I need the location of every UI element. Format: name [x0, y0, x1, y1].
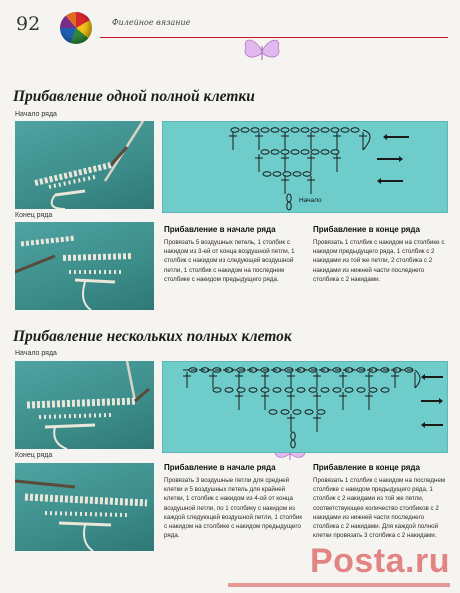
page-number: 92: [16, 13, 41, 35]
section-2-title: Прибавление нескольких полных клеток: [13, 328, 292, 345]
section-1-col1-heading: Прибавление в начале ряда: [164, 225, 276, 234]
section-2-photo-start: [15, 361, 154, 449]
section-2-crochet-diagram: [162, 361, 448, 453]
site-watermark: Posta.ru: [309, 542, 450, 580]
watermark-underline: [228, 583, 450, 587]
section-1-col1-body: Провязать 5 воздушных петель, 1 столбик с накидом из 3-ей от конца воздушной петли, 1 столбик с накидом из следующей воздушной петли, 1 столбик с накидом на последнем столбике с накидом предыдущего ряда.: [164, 239, 295, 283]
butterfly-top-icon: [240, 34, 284, 68]
section-1-col2-heading: Прибавление в конце ряда: [313, 225, 420, 234]
section-1-photo-bottom-label: Конец ряда: [15, 212, 53, 219]
section-1-photo-end: [15, 222, 154, 310]
diagram-start-label: Начало: [299, 197, 322, 204]
section-1-crochet-diagram: [162, 121, 448, 213]
yarn-ball-logo-icon: [60, 12, 92, 44]
section-2-photo-top-label: Начало ряда: [15, 350, 57, 357]
section-2-col1-heading: Прибавление в начале ряда: [164, 463, 276, 472]
section-header-title: Филейное вязание: [112, 18, 191, 27]
section-2-col2-heading: Прибавление в конце ряда: [313, 463, 420, 472]
section-2-photo-end: [15, 463, 154, 551]
section-1-col2-body: Провязать 1 столбик с накидом на столбике с накидом предыдущего ряда, 1 столбик с 2 накидами из той же петли, 2 столбика с 2 накидами из нижней части последнего столбика с 2 накидами.: [313, 239, 445, 283]
section-1-title: Прибавление одной полной клетки: [13, 88, 255, 105]
section-2-col2-body: Провязать 1 столбик с накидом на последнем столбике с накидом предыдущего ряда, 1 столбик с 2 накидами из той же петли, соответствующее количество столбиков с 2 накидами из нижней части последнего столбика с 2 накидами. Для каждой полной клетки провязать 3 столбика с 2 накидами.: [313, 477, 446, 540]
section-1-photo-start: [15, 121, 154, 209]
section-2-photo-bottom-label: Конец ряда: [15, 452, 53, 459]
section-1-photo-top-label: Начало ряда: [15, 111, 57, 118]
section-2-col1-body: Провязать 3 воздушные петли для средней клетки и 5 воздушных петель для крайней клетки, 1 столбик с накидом из 4-ой от конца воздушной петли, по 1 столбику с накидом из каждой следующей воздушной петли, 1 столбик с накидом на столбике с накидом предыдущего ряда.: [164, 477, 303, 540]
